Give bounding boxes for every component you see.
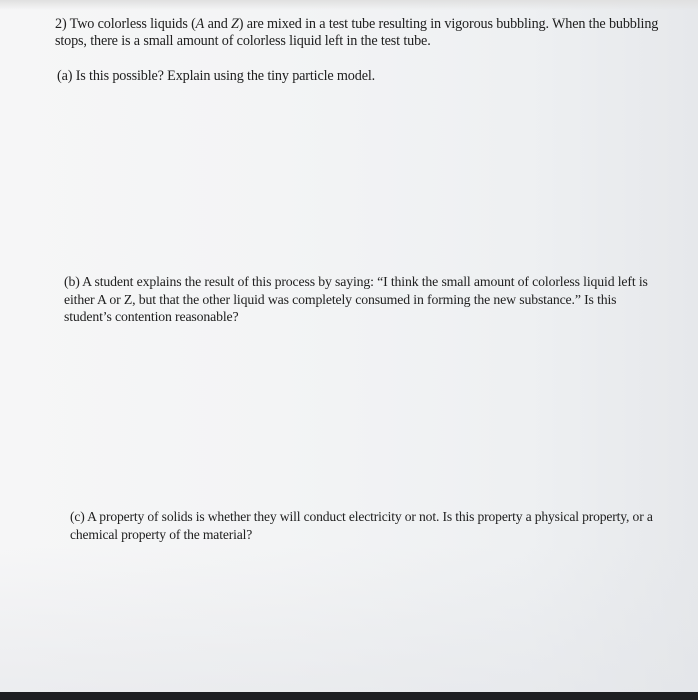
intro-text-start: Two colorless liquids ( (69, 16, 196, 32)
question-part-b: (b) A student explains the result of this process by saying: “I think the small amount of colorless liquid left is either A or Z, but that the other liquid was completely consumed in forming the new substance.” Is this student’s contention reasonable? (64, 274, 648, 324)
question-number: 2) (55, 16, 67, 32)
question-part-a: (a) Is this possible? Explain using the tiny particle model. (57, 68, 376, 84)
intro-text-end: ) are mixed in a test tube resulting in vigorous bubbling. When the bubbling stops, there is a small amount of colorless liquid left in the test tube. (55, 16, 659, 49)
question-2-intro (55, 16, 675, 50)
question-part-c: (c) A property of solids is whether they will conduct electricity or not. Is this property a physical property, or a chemical property of the material? (70, 509, 653, 542)
liquid-z-label: Z (231, 16, 239, 32)
intro-text-and: and (204, 16, 232, 32)
photo-top-shadow (0, 0, 698, 10)
liquid-a-label: A (195, 16, 205, 32)
photo-bottom-edge (0, 692, 698, 700)
